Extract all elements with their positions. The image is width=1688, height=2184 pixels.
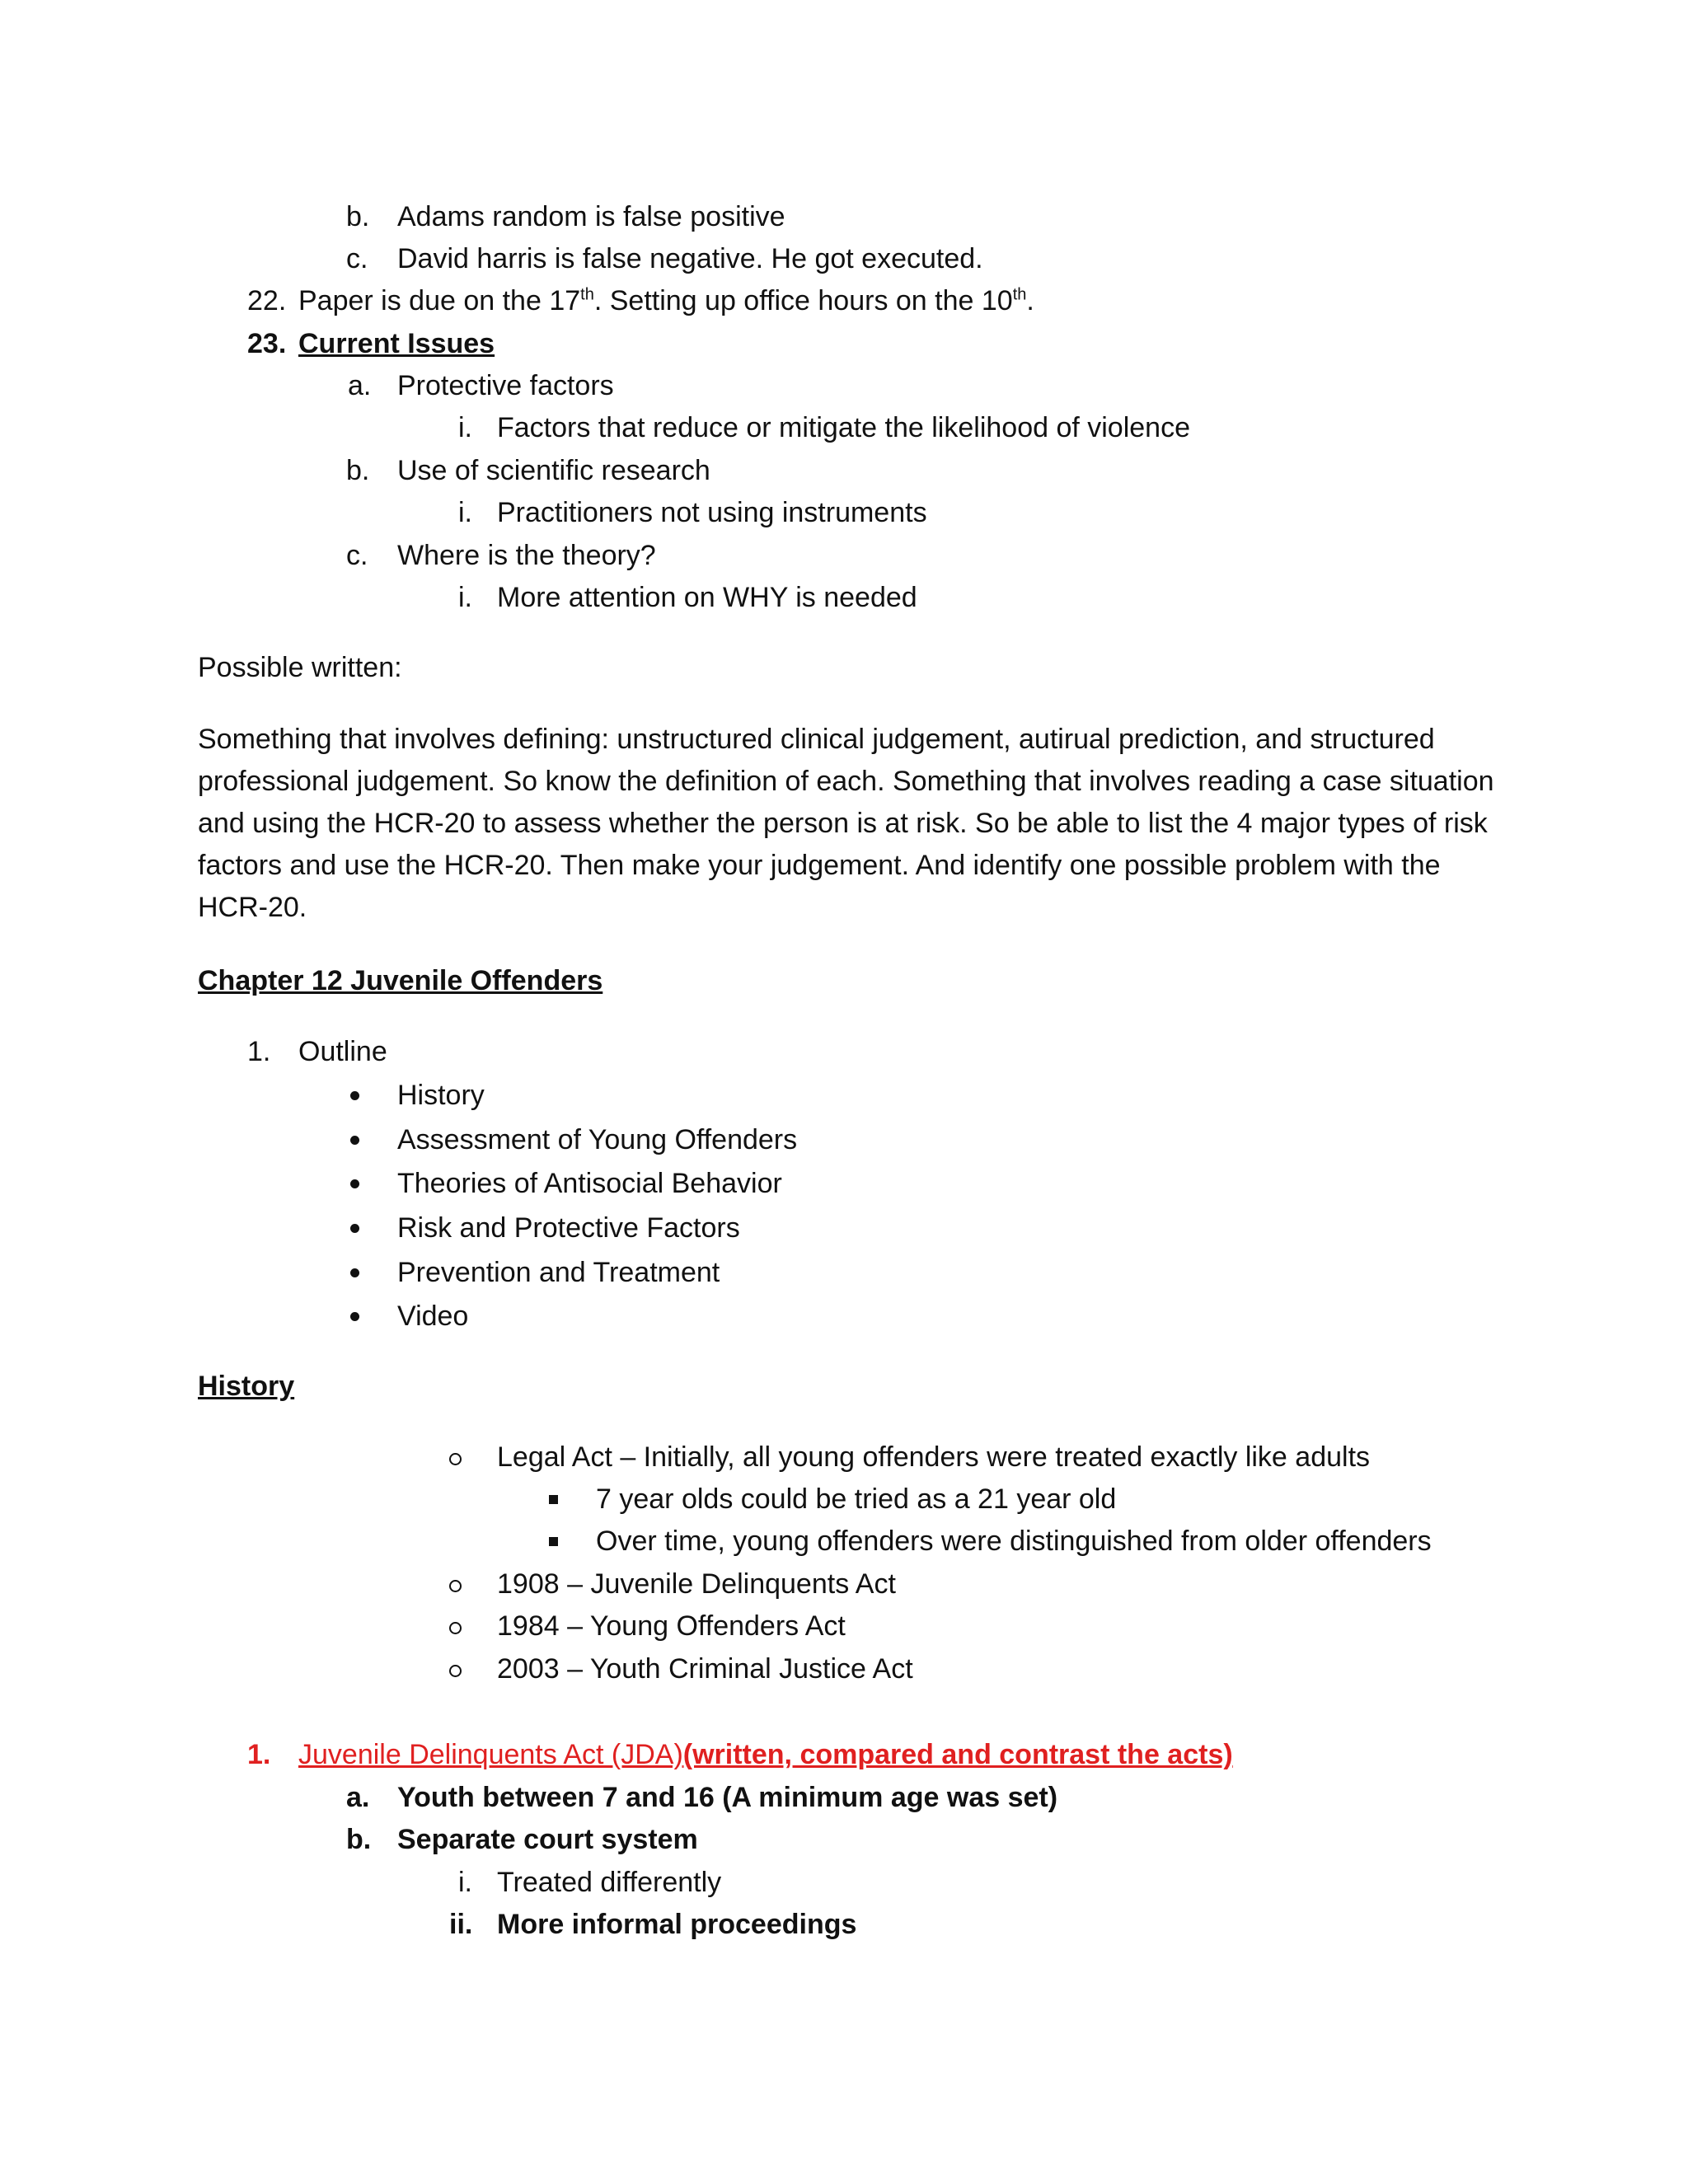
text-part: Paper is due on the 17 [298, 285, 581, 316]
bullet-icon [350, 1312, 359, 1321]
list-text: 2003 – Youth Criminal Justice Act [497, 1653, 913, 1685]
text-part: . [1026, 285, 1034, 316]
list-text: Over time, young offenders were distinguished from older offenders [596, 1526, 1432, 1557]
list-marker: 1. [247, 1036, 271, 1067]
list-text: Practitioners not using instruments [497, 497, 927, 528]
bullet-icon [350, 1136, 359, 1145]
list-text: Outline [298, 1036, 387, 1067]
square-bullet-icon [549, 1495, 558, 1504]
list-text: More attention on WHY is needed [497, 582, 917, 613]
list-text: More informal proceedings [497, 1909, 857, 1940]
text-part: . Setting up office hours on the 10 [593, 285, 1013, 316]
list-text: Treated differently [497, 1867, 722, 1898]
list-text: Assessment of Young Offenders [397, 1124, 798, 1155]
list-text: Adams random is false positive [397, 201, 785, 232]
list-text [298, 1736, 1233, 1773]
section-heading: Current Issues [298, 328, 495, 359]
square-bullet-icon [549, 1537, 558, 1546]
bullet-icon [350, 1268, 359, 1277]
hollow-bullet-icon [449, 1580, 462, 1592]
list-text: Youth between 7 and 16 (A minimum age was set) [397, 1782, 1058, 1813]
list-text: 7 year olds could be tried as a 21 year old [596, 1483, 1117, 1515]
history-heading: History [198, 1371, 295, 1402]
hollow-bullet-icon [449, 1622, 462, 1634]
list-text [298, 283, 1034, 319]
hollow-bullet-icon [449, 1665, 462, 1677]
superscript: th [1012, 285, 1027, 304]
list-marker: b. [346, 455, 370, 486]
list-marker: c. [346, 243, 368, 274]
list-text: Factors that reduce or mitigate the likelihood of violence [497, 412, 1191, 443]
list-marker: a. [346, 1782, 370, 1813]
list-marker: b. [346, 1824, 372, 1855]
superscript: th [580, 285, 594, 304]
list-marker: i. [458, 1867, 472, 1898]
list-text: Theories of Antisocial Behavior [397, 1168, 782, 1199]
list-marker: a. [348, 370, 372, 401]
list-text: Separate court system [397, 1824, 698, 1855]
list-text: History [397, 1080, 485, 1111]
list-text: 1984 – Young Offenders Act [497, 1610, 846, 1642]
possible-written-paragraph: Something that involves defining: unstructured clinical judgement, autirual prediction, and structured professional judgement. So know the definition of each. Something that involves reading a case situation and using the HCR-20 to assess whether the person is at risk. So be able to list the 4 major types of risk factors and use the HCR-20. Then make your judgement. And identify one possible problem with the HCR-20. [198, 724, 1494, 923]
list-text: Where is the theory? [397, 540, 656, 571]
chapter-title: Chapter 12 Juvenile Offenders [198, 965, 603, 996]
hollow-bullet-icon [449, 1453, 462, 1465]
list-text: 1908 – Juvenile Delinquents Act [497, 1568, 896, 1600]
list-marker: i. [458, 497, 472, 528]
jda-note: (written, compared and contrast the acts) [682, 1739, 1233, 1770]
list-text: Risk and Protective Factors [397, 1212, 740, 1244]
list-text: Prevention and Treatment [397, 1257, 720, 1288]
list-marker: 23. [247, 328, 287, 359]
list-marker: 22. [247, 285, 287, 316]
list-marker: c. [346, 540, 368, 571]
list-marker: 1. [247, 1739, 271, 1770]
list-marker: i. [458, 582, 472, 613]
bullet-icon [350, 1091, 359, 1100]
list-marker: i. [458, 412, 472, 443]
list-text: Legal Act – Initially, all young offenders were treated exactly like adults [497, 1441, 1371, 1473]
list-text: Use of scientific research [397, 455, 710, 486]
list-marker: ii. [449, 1909, 473, 1940]
list-text: Video [397, 1301, 469, 1332]
bullet-icon [350, 1224, 359, 1233]
bullet-icon [350, 1179, 359, 1188]
jda-title: Juvenile Delinquents Act (JDA) [298, 1739, 683, 1770]
list-text: Protective factors [397, 370, 614, 401]
list-marker: b. [346, 201, 370, 232]
possible-written-label: Possible written: [198, 652, 402, 683]
list-text: David harris is false negative. He got executed. [397, 243, 983, 274]
